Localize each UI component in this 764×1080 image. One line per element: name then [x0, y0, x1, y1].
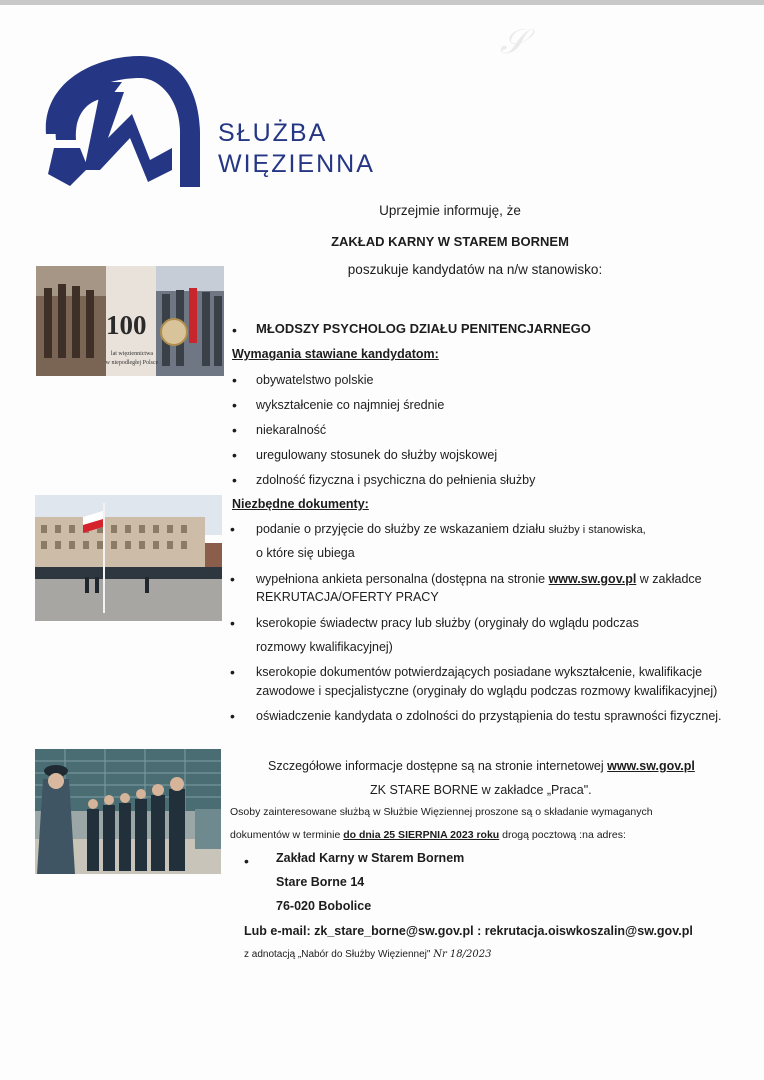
brand-line-1: SŁUŻBA [218, 119, 328, 147]
doc-item-1-small: służby i stanowiska, [548, 524, 646, 536]
doc-item-2-line-1 [256, 572, 702, 586]
info-line-4 [230, 829, 626, 841]
brand-line-2: WIĘZIENNA [218, 150, 375, 178]
info-line-4-post: drogą pocztową :na adres: [499, 829, 626, 841]
req-item-2: wykształcenie co najmniej średnie [256, 398, 445, 412]
req-item-5: zdolność fizyczna i psychiczna do pełnienia służby [256, 473, 536, 487]
doc-item-1-line-2: o które się ubiega [256, 546, 355, 560]
doc-item-3-line-1: kserokopie świadectw pracy lub służby (oryginały do wglądu podczas [256, 616, 639, 630]
req-item-4: uregulowany stosunek do służby wojskowej [256, 448, 498, 462]
annotation-handwritten: Nr 18/2023 [433, 949, 492, 960]
intro-line-3: poszukuje kandydatów na n/w stanowisko: [347, 262, 603, 277]
position-title: MŁODSZY PSYCHOLOG DZIAŁU PENITENCJARNEGO [256, 321, 591, 336]
photo-ceremony-square-art [35, 495, 222, 621]
photo-officers-parade [35, 749, 221, 874]
photo-100-caption [100, 350, 164, 368]
info-line-1-text: Szczegółowe informacje dostępne są na stronie internetowej [268, 759, 608, 773]
photo-100-number: 100 [106, 310, 147, 340]
req-bullet-2: • [232, 397, 237, 413]
doc-item-2-link[interactable]: www.sw.gov.pl [548, 572, 637, 586]
doc-bullet-4: • [230, 664, 235, 680]
doc-bullet-5: • [230, 708, 235, 724]
documents-heading: Niezbędne dokumenty: [232, 497, 369, 511]
annotation-line [244, 949, 491, 960]
doc-bullet-1: • [230, 521, 235, 537]
req-bullet-4: • [232, 447, 237, 463]
intro-line-2: ZAKŁAD KARNY W STAREM BORNEM [331, 234, 569, 249]
doc-bullet-2: • [230, 571, 235, 587]
info-line-3: Osoby zainteresowane służbą w Służbie Więziennej proszone są o składanie wymaganych [230, 806, 653, 818]
doc-item-1-line-1 [256, 522, 646, 536]
doc-bullet-3: • [230, 615, 235, 631]
intro-line-1: Uprzejmie informuję, że [379, 203, 521, 218]
info-deadline: do dnia 25 SIERPNIA 2023 roku [343, 829, 500, 841]
address-city: 76-020 Bobolice [276, 899, 372, 913]
doc-item-4-line-1: kserokopie dokumentów potwierdzających posiadane wykształcenie, kwalifikacje [256, 665, 703, 679]
scan-top-edge [0, 0, 764, 5]
address-street: Stare Borne 14 [276, 875, 365, 889]
photo-100-caption-line-1: lat więziennictwa [110, 351, 154, 357]
info-line-1 [268, 759, 695, 773]
photo-100-caption-line-2: w niepodległej Polsce [105, 360, 159, 366]
annotation-text: z adnotacją „Nabór do Służby Więziennej" [244, 949, 434, 960]
requirements-heading: Wymagania stawiane kandydatom: [232, 347, 439, 361]
info-website-link[interactable]: www.sw.gov.pl [607, 759, 695, 773]
doc-item-4-line-2: zawodowe i specjalistyczne (oryginały do wglądu podczas rozmowy kwalifikacyjnej) [256, 684, 718, 698]
req-item-1: obywatelstwo polskie [256, 373, 374, 387]
photo-100-years [36, 266, 224, 376]
photo-officers-parade-art [35, 749, 221, 874]
req-item-3: niekaralność [256, 423, 327, 437]
email-line[interactable]: Lub e-mail: zk_stare_borne@sw.gov.pl : rekrutacja.oiswkoszalin@sw.gov.pl [244, 924, 693, 938]
doc-item-1-text: podanie o przyjęcie do służby ze wskazaniem działu [256, 522, 549, 536]
req-bullet-1: • [232, 372, 237, 388]
address-name: Zakład Karny w Starem Bornem [276, 851, 465, 865]
brand-name [218, 118, 375, 180]
sw-logo-icon [40, 52, 205, 192]
doc-item-5: oświadczenie kandydata o zdolności do przystąpienia do testu sprawności fizycznej. [256, 709, 722, 723]
info-line-2: ZK STARE BORNE w zakładce „Praca". [370, 783, 592, 797]
faint-signature-mark: 𝒮 [500, 22, 527, 62]
doc-item-3-line-2: rozmowy kwalifikacyjnej) [256, 640, 393, 654]
req-bullet-5: • [232, 472, 237, 488]
doc-item-2-pre: wypełniona ankieta personalna (dostępna na stronie [256, 572, 549, 586]
info-line-4-pre: dokumentów w terminie [230, 829, 344, 841]
address-bullet: • [244, 853, 249, 869]
doc-item-2-post: w zakładce [636, 572, 702, 586]
req-bullet-3: • [232, 422, 237, 438]
position-bullet: • [232, 322, 237, 338]
doc-item-2-line-2: REKRUTACJA/OFERTY PRACY [256, 590, 439, 604]
photo-ceremony-square [35, 495, 222, 621]
